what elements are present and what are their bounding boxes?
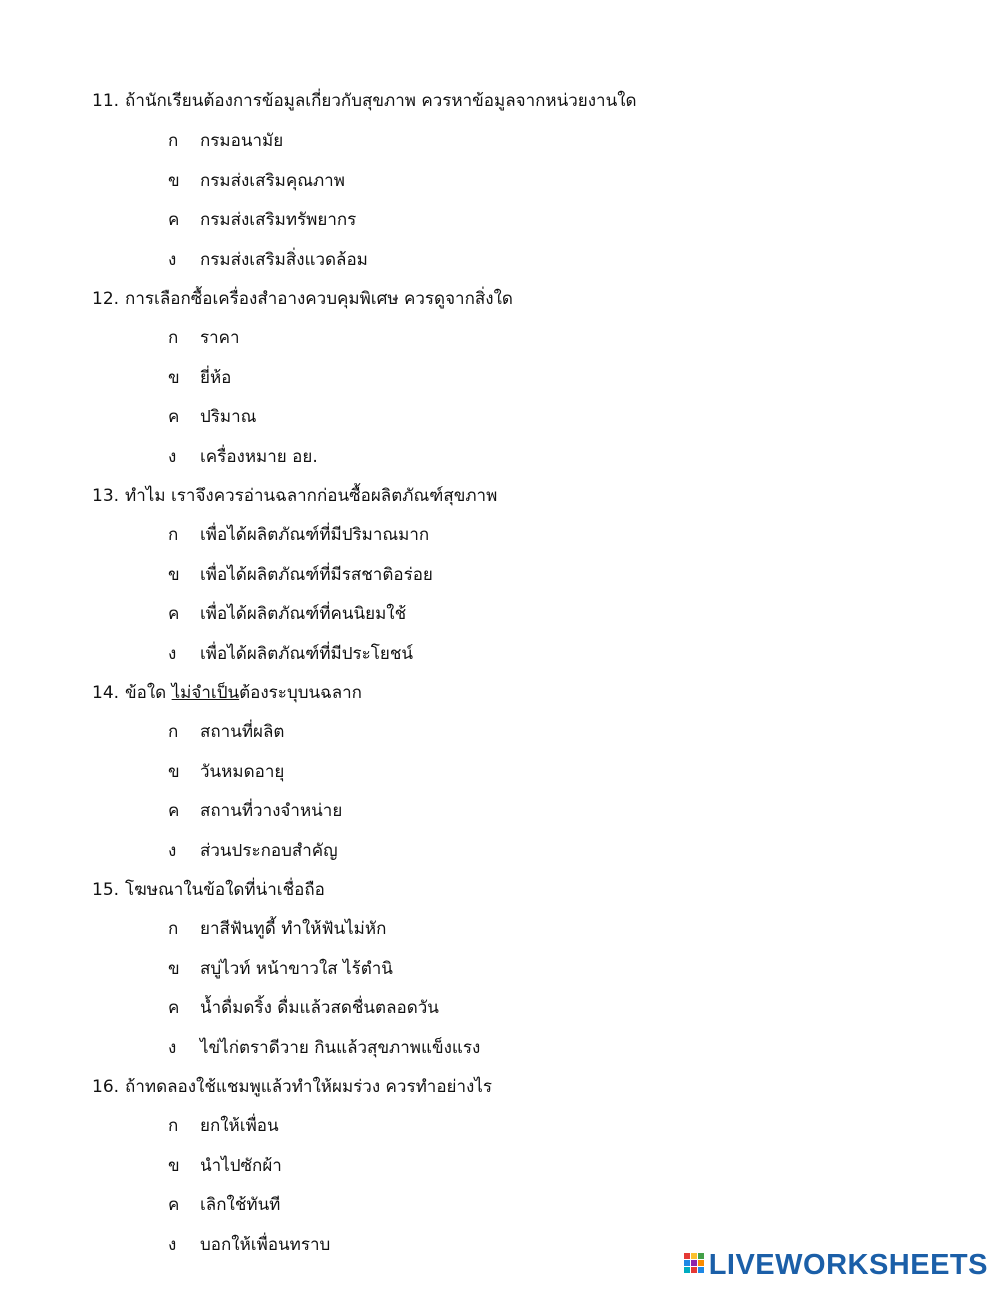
question-stem: 15. โฆษณาในข้อใดที่น่าเชื่อถือ: [92, 880, 325, 900]
option-item[interactable]: ก กรมอนามัย: [168, 131, 284, 151]
question-stem: 12. การเลือกซื้อเครื่องสำอางควบคุมพิเศษ ควรดูจากสิ่งใด: [92, 289, 513, 309]
option-item[interactable]: ข นำไปซักผ้า: [168, 1156, 282, 1176]
option-item[interactable]: ง กรมส่งเสริมสิ่งแวดล้อม: [168, 250, 368, 270]
option-item[interactable]: ข ยี่ห้อ: [168, 368, 232, 388]
liveworksheets-wordmark: LIVEWORKSHEETS: [708, 1248, 988, 1281]
option-item[interactable]: ข กรมส่งเสริมคุณภาพ: [168, 171, 345, 191]
liveworksheets-logo-icon: [683, 1252, 705, 1278]
option-item[interactable]: ค ปริมาณ: [168, 407, 257, 427]
option-item[interactable]: ง ส่วนประกอบสำคัญ: [168, 841, 338, 861]
option-item[interactable]: ก ราคา: [168, 328, 240, 348]
question-stem: 14. ข้อใด ไม่จำเป็นต้องระบุบนฉลาก: [92, 683, 362, 703]
option-item[interactable]: ก เพื่อได้ผลิตภัณฑ์ที่มีปริมาณมาก: [168, 525, 430, 545]
option-item[interactable]: ค เลิกใช้ทันที: [168, 1195, 281, 1215]
option-item[interactable]: ง เครื่องหมาย อย.: [168, 447, 318, 467]
emphasis-underline: ไม่จำเป็น: [171, 683, 240, 703]
option-item[interactable]: ค เพื่อได้ผลิตภัณฑ์ที่คนนิยมใช้: [168, 604, 407, 624]
option-item[interactable]: ง บอกให้เพื่อนทราบ: [168, 1235, 331, 1255]
question-stem: 11. ถ้านักเรียนต้องการข้อมูลเกี่ยวกับสุขภาพ ควรหาข้อมูลจากหน่วยงานใด: [92, 91, 637, 111]
option-item[interactable]: ง เพื่อได้ผลิตภัณฑ์ที่มีประโยชน์: [168, 644, 414, 664]
option-item[interactable]: ก ยาสีฟันทูดี้ ทำให้ฟันไม่หัก: [168, 919, 387, 939]
liveworksheets-logo[interactable]: [683, 1250, 988, 1280]
option-item[interactable]: ค กรมส่งเสริมทรัพยากร: [168, 210, 357, 230]
option-item[interactable]: ก สถานที่ผลิต: [168, 722, 285, 742]
option-item[interactable]: ข วันหมดอายุ: [168, 762, 285, 782]
option-item[interactable]: ค สถานที่วางจำหน่าย: [168, 801, 343, 821]
option-item[interactable]: ค น้ำดื่มดริ้ง ดื่มแล้วสดชื่นตลอดวัน: [168, 998, 439, 1018]
option-item[interactable]: ข เพื่อได้ผลิตภัณฑ์ที่มีรสชาติอร่อย: [168, 565, 433, 585]
question-stem: 16. ถ้าทดลองใช้แชมพูแล้วทำให้ผมร่วง ควรทำอย่างไร: [92, 1077, 493, 1097]
option-item[interactable]: ก ยกให้เพื่อน: [168, 1116, 279, 1136]
option-item[interactable]: ง ไข่ไก่ตราดีวาย กินแล้วสุขภาพแข็งแรง: [168, 1038, 481, 1058]
option-item[interactable]: ข สบู่ไวท์ หน้าขาวใส ไร้ตำนิ: [168, 959, 393, 979]
question-stem: 13. ทำไม เราจึงควรอ่านฉลากก่อนซื้อผลิตภัณฑ์สุขภาพ: [92, 486, 498, 506]
